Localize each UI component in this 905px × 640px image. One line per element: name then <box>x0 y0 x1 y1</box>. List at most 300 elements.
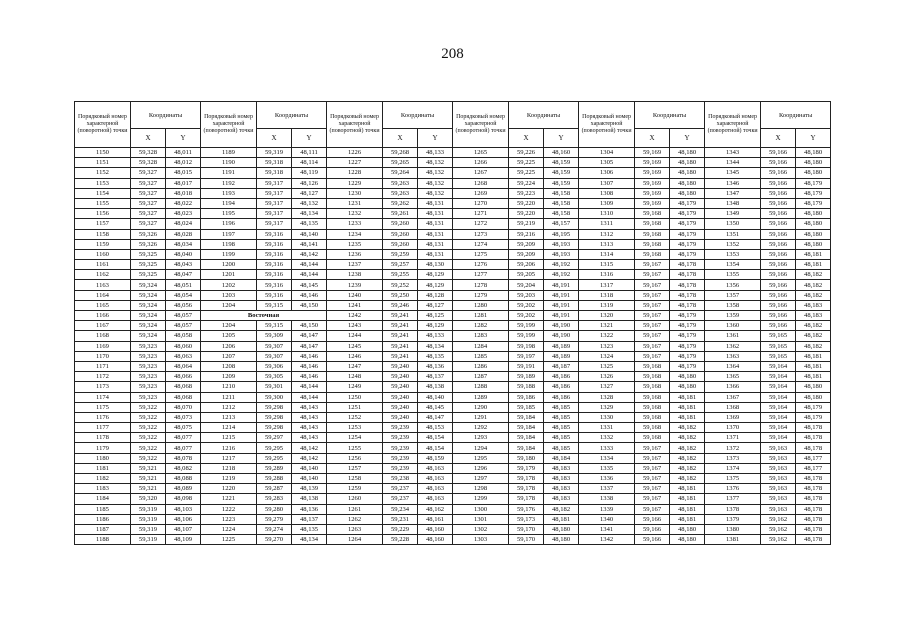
x-cell: 59,168 <box>635 423 670 433</box>
x-cell: 59,169 <box>635 158 670 168</box>
x-cell: 59,164 <box>761 372 796 382</box>
point-number-cell: 1159 <box>75 239 131 249</box>
x-cell: 59,327 <box>131 178 166 188</box>
y-cell: 48,089 <box>166 484 201 494</box>
point-number-cell: 1213 <box>201 412 257 422</box>
point-number-cell: 1182 <box>75 474 131 484</box>
x-cell: 59,197 <box>509 351 544 361</box>
x-cell: 59,169 <box>635 178 670 188</box>
y-cell: 48,182 <box>796 331 831 341</box>
y-cell: 48,195 <box>544 229 579 239</box>
point-number-cell: 1220 <box>201 484 257 494</box>
x-cell: 59,168 <box>635 219 670 229</box>
y-cell: 48,142 <box>292 443 327 453</box>
point-number-cell: 1362 <box>705 341 761 351</box>
table-row <box>75 474 831 484</box>
y-cell: 48,023 <box>166 209 201 219</box>
x-cell: 59,166 <box>761 148 796 158</box>
header-x: X <box>131 129 166 148</box>
x-cell: 59,298 <box>257 402 292 412</box>
y-cell: 48,103 <box>166 504 201 514</box>
table-row <box>75 382 831 392</box>
table-row <box>75 239 831 249</box>
header-coordinates: Координаты <box>761 102 831 129</box>
x-cell: 59,325 <box>131 260 166 270</box>
point-number-cell: 1260 <box>327 494 383 504</box>
table-row <box>75 178 831 188</box>
x-cell: 59,202 <box>509 311 544 321</box>
x-cell: 59,169 <box>635 148 670 158</box>
x-cell: 59,324 <box>131 311 166 321</box>
x-cell: 59,319 <box>131 504 166 514</box>
y-cell: 48,133 <box>418 148 453 158</box>
table-row <box>75 290 831 300</box>
x-cell: 59,164 <box>761 433 796 443</box>
x-cell: 59,322 <box>131 443 166 453</box>
table-row <box>75 535 831 545</box>
point-number-cell: 1367 <box>705 392 761 402</box>
y-cell: 48,107 <box>166 524 201 534</box>
x-cell: 59,166 <box>761 321 796 331</box>
y-cell: 48,179 <box>670 341 705 351</box>
point-number-cell: 1279 <box>453 290 509 300</box>
y-cell: 48,182 <box>544 504 579 514</box>
x-cell: 59,184 <box>509 443 544 453</box>
x-cell: 59,163 <box>761 484 796 494</box>
x-cell: 59,274 <box>257 524 292 534</box>
x-cell: 59,167 <box>635 260 670 270</box>
point-number-cell: 1217 <box>201 453 257 463</box>
x-cell: 59,321 <box>131 484 166 494</box>
y-cell: 48,184 <box>544 453 579 463</box>
x-cell: 59,168 <box>635 239 670 249</box>
x-cell: 59,316 <box>257 260 292 270</box>
table-row <box>75 188 831 198</box>
point-number-cell: 1267 <box>453 168 509 178</box>
point-number-cell: 1369 <box>705 412 761 422</box>
point-number-cell: 1208 <box>201 361 257 371</box>
y-cell: 48,137 <box>292 514 327 524</box>
point-number-cell: 1167 <box>75 321 131 331</box>
table-row <box>75 209 831 219</box>
point-number-cell: 1178 <box>75 433 131 443</box>
header-point-number: Порядковый номер характерной (поворотной) точки <box>201 102 257 148</box>
y-cell: 48,128 <box>418 290 453 300</box>
point-number-cell: 1322 <box>579 331 635 341</box>
x-cell: 59,317 <box>257 178 292 188</box>
y-cell: 48,180 <box>544 524 579 534</box>
y-cell: 48,178 <box>670 280 705 290</box>
y-cell: 48,181 <box>670 402 705 412</box>
x-cell: 59,167 <box>635 453 670 463</box>
point-number-cell: 1318 <box>579 290 635 300</box>
y-cell: 48,180 <box>670 372 705 382</box>
point-number-cell: 1240 <box>327 290 383 300</box>
x-cell: 59,219 <box>509 219 544 229</box>
x-cell: 59,178 <box>509 494 544 504</box>
point-number-cell: 1381 <box>705 535 761 545</box>
y-cell: 48,191 <box>544 311 579 321</box>
x-cell: 59,229 <box>383 524 418 534</box>
y-cell: 48,180 <box>670 188 705 198</box>
y-cell: 48,017 <box>166 178 201 188</box>
x-cell: 59,315 <box>257 300 292 310</box>
point-number-cell: 1339 <box>579 504 635 514</box>
x-cell: 59,305 <box>257 372 292 382</box>
x-cell: 59,225 <box>509 168 544 178</box>
y-cell: 48,034 <box>166 239 201 249</box>
point-number-cell: 1242 <box>327 311 383 321</box>
y-cell: 48,181 <box>670 504 705 514</box>
y-cell: 48,130 <box>418 260 453 270</box>
y-cell: 48,024 <box>166 219 201 229</box>
point-number-cell: 1370 <box>705 423 761 433</box>
x-cell: 59,239 <box>383 423 418 433</box>
y-cell: 48,182 <box>796 290 831 300</box>
x-cell: 59,263 <box>383 188 418 198</box>
y-cell: 48,178 <box>796 484 831 494</box>
point-number-cell: 1310 <box>579 209 635 219</box>
x-cell: 59,166 <box>635 514 670 524</box>
x-cell: 59,168 <box>635 412 670 422</box>
y-cell: 48,077 <box>166 433 201 443</box>
y-cell: 48,180 <box>670 535 705 545</box>
x-cell: 59,199 <box>509 331 544 341</box>
point-number-cell: 1270 <box>453 198 509 208</box>
x-cell: 59,167 <box>635 463 670 473</box>
y-cell: 48,181 <box>670 514 705 524</box>
point-number-cell: 1324 <box>579 351 635 361</box>
x-cell: 59,162 <box>761 524 796 534</box>
x-cell: 59,170 <box>509 524 544 534</box>
x-cell: 59,324 <box>131 321 166 331</box>
y-cell: 48,182 <box>670 433 705 443</box>
x-cell: 59,167 <box>635 300 670 310</box>
point-number-cell: 1176 <box>75 412 131 422</box>
y-cell: 48,190 <box>544 321 579 331</box>
x-cell: 59,226 <box>509 148 544 158</box>
point-number-cell: 1231 <box>327 198 383 208</box>
x-cell: 59,324 <box>131 280 166 290</box>
point-number-cell: 1271 <box>453 209 509 219</box>
x-cell: 59,166 <box>761 260 796 270</box>
point-number-cell: 1312 <box>579 229 635 239</box>
header-x: X <box>635 129 670 148</box>
point-number-cell: 1329 <box>579 402 635 412</box>
point-number-cell: 1373 <box>705 453 761 463</box>
x-cell: 59,199 <box>509 321 544 331</box>
point-number-cell: 1301 <box>453 514 509 524</box>
x-cell: 59,307 <box>257 351 292 361</box>
x-cell: 59,260 <box>383 239 418 249</box>
y-cell: 48,179 <box>670 239 705 249</box>
x-cell: 59,241 <box>383 351 418 361</box>
y-cell: 48,056 <box>166 300 201 310</box>
x-cell: 59,167 <box>635 474 670 484</box>
point-number-cell: 1358 <box>705 300 761 310</box>
x-cell: 59,325 <box>131 249 166 259</box>
y-cell: 48,022 <box>166 198 201 208</box>
y-cell: 48,181 <box>670 484 705 494</box>
point-number-cell: 1163 <box>75 280 131 290</box>
y-cell: 48,178 <box>670 260 705 270</box>
x-cell: 59,323 <box>131 361 166 371</box>
y-cell: 48,179 <box>670 361 705 371</box>
point-number-cell: 1252 <box>327 412 383 422</box>
point-number-cell: 1235 <box>327 239 383 249</box>
point-number-cell: 1189 <box>201 148 257 158</box>
x-cell: 59,239 <box>383 433 418 443</box>
point-number-cell: 1168 <box>75 331 131 341</box>
y-cell: 48,134 <box>292 535 327 545</box>
point-number-cell: 1218 <box>201 463 257 473</box>
header-point-number: Порядковый номер характерной (поворотной) точки <box>75 102 131 148</box>
point-number-cell: 1314 <box>579 249 635 259</box>
x-cell: 59,166 <box>635 524 670 534</box>
point-number-cell: 1192 <box>201 178 257 188</box>
x-cell: 59,317 <box>257 209 292 219</box>
y-cell: 48,132 <box>418 158 453 168</box>
table-row <box>75 392 831 402</box>
x-cell: 59,173 <box>509 514 544 524</box>
x-cell: 59,283 <box>257 494 292 504</box>
x-cell: 59,168 <box>635 249 670 259</box>
x-cell: 59,166 <box>761 209 796 219</box>
point-number-cell: 1266 <box>453 158 509 168</box>
point-number-cell: 1291 <box>453 412 509 422</box>
x-cell: 59,166 <box>761 229 796 239</box>
x-cell: 59,287 <box>257 484 292 494</box>
x-cell: 59,169 <box>635 188 670 198</box>
y-cell: 48,183 <box>544 463 579 473</box>
x-cell: 59,167 <box>635 321 670 331</box>
y-cell: 48,147 <box>292 331 327 341</box>
y-cell: 48,179 <box>670 229 705 239</box>
point-number-cell: 1259 <box>327 484 383 494</box>
point-number-cell: 1263 <box>327 524 383 534</box>
x-cell: 59,163 <box>761 504 796 514</box>
y-cell: 48,131 <box>418 239 453 249</box>
table-row <box>75 412 831 422</box>
point-number-cell: 1313 <box>579 239 635 249</box>
y-cell: 48,132 <box>418 188 453 198</box>
header-y: Y <box>544 129 579 148</box>
y-cell: 48,131 <box>418 229 453 239</box>
y-cell: 48,147 <box>292 341 327 351</box>
point-number-cell: 1230 <box>327 188 383 198</box>
x-cell: 59,322 <box>131 433 166 443</box>
point-number-cell: 1216 <box>201 443 257 453</box>
point-number-cell: 1150 <box>75 148 131 158</box>
table-row <box>75 270 831 280</box>
x-cell: 59,202 <box>509 300 544 310</box>
point-number-cell: 1194 <box>201 198 257 208</box>
y-cell: 48,178 <box>796 524 831 534</box>
point-number-cell: 1305 <box>579 158 635 168</box>
point-number-cell: 1350 <box>705 219 761 229</box>
x-cell: 59,327 <box>131 209 166 219</box>
point-number-cell: 1377 <box>705 494 761 504</box>
point-number-cell: 1280 <box>453 300 509 310</box>
point-number-cell: 1275 <box>453 249 509 259</box>
point-number-cell: 1296 <box>453 463 509 473</box>
y-cell: 48,119 <box>292 168 327 178</box>
point-number-cell: 1172 <box>75 372 131 382</box>
y-cell: 48,182 <box>670 463 705 473</box>
table-row <box>75 484 831 494</box>
point-number-cell: 1316 <box>579 270 635 280</box>
x-cell: 59,250 <box>383 290 418 300</box>
header-x: X <box>761 129 796 148</box>
x-cell: 59,185 <box>509 402 544 412</box>
x-cell: 59,307 <box>257 341 292 351</box>
table-row <box>75 260 831 270</box>
point-number-cell: 1321 <box>579 321 635 331</box>
y-cell: 48,142 <box>292 453 327 463</box>
point-number-cell: 1207 <box>201 351 257 361</box>
point-number-cell: 1356 <box>705 280 761 290</box>
y-cell: 48,186 <box>544 372 579 382</box>
x-cell: 59,165 <box>761 341 796 351</box>
y-cell: 48,159 <box>544 158 579 168</box>
x-cell: 59,167 <box>635 443 670 453</box>
point-number-cell: 1154 <box>75 188 131 198</box>
x-cell: 59,295 <box>257 443 292 453</box>
header-point-number: Порядковый номер характерной (поворотной) точки <box>453 102 509 148</box>
point-number-cell: 1185 <box>75 504 131 514</box>
table-row <box>75 229 831 239</box>
point-number-cell: 1307 <box>579 178 635 188</box>
y-cell: 48,180 <box>670 382 705 392</box>
y-cell: 48,135 <box>292 524 327 534</box>
point-number-cell: 1300 <box>453 504 509 514</box>
point-number-cell: 1354 <box>705 260 761 270</box>
point-number-cell: 1351 <box>705 229 761 239</box>
x-cell: 59,259 <box>383 249 418 259</box>
y-cell: 48,051 <box>166 280 201 290</box>
point-number-cell: 1158 <box>75 229 131 239</box>
point-number-cell: 1250 <box>327 392 383 402</box>
point-number-cell: 1268 <box>453 178 509 188</box>
point-number-cell: 1302 <box>453 524 509 534</box>
point-number-cell: 1327 <box>579 382 635 392</box>
y-cell: 48,162 <box>418 504 453 514</box>
header-point-number: Порядковый номер характерной (поворотной) точки <box>327 102 383 148</box>
point-number-cell: 1338 <box>579 494 635 504</box>
x-cell: 59,239 <box>383 443 418 453</box>
point-number-cell: 1251 <box>327 402 383 412</box>
point-number-cell: 1285 <box>453 351 509 361</box>
point-number-cell: 1328 <box>579 392 635 402</box>
x-cell: 59,176 <box>509 504 544 514</box>
x-cell: 59,323 <box>131 341 166 351</box>
y-cell: 48,180 <box>670 524 705 534</box>
y-cell: 48,179 <box>670 249 705 259</box>
x-cell: 59,241 <box>383 331 418 341</box>
y-cell: 48,181 <box>796 361 831 371</box>
table-body <box>75 148 831 545</box>
y-cell: 48,182 <box>670 474 705 484</box>
x-cell: 59,188 <box>509 382 544 392</box>
y-cell: 48,150 <box>292 300 327 310</box>
point-number-cell: 1201 <box>201 270 257 280</box>
point-number-cell: 1181 <box>75 463 131 473</box>
point-number-cell: 1277 <box>453 270 509 280</box>
table-row <box>75 311 831 321</box>
point-number-cell: 1363 <box>705 351 761 361</box>
point-number-cell: 1255 <box>327 443 383 453</box>
y-cell: 48,133 <box>418 331 453 341</box>
y-cell: 48,178 <box>670 300 705 310</box>
point-number-cell: 1223 <box>201 514 257 524</box>
point-number-cell: 1380 <box>705 524 761 534</box>
y-cell: 48,181 <box>796 260 831 270</box>
point-number-cell: 1215 <box>201 433 257 443</box>
y-cell: 48,070 <box>166 402 201 412</box>
x-cell: 59,167 <box>635 494 670 504</box>
point-number-cell: 1188 <box>75 535 131 545</box>
point-number-cell: 1171 <box>75 361 131 371</box>
header-coordinates: Координаты <box>635 102 705 129</box>
x-cell: 59,317 <box>257 188 292 198</box>
y-cell: 48,158 <box>544 198 579 208</box>
x-cell: 59,163 <box>761 463 796 473</box>
y-cell: 48,180 <box>796 392 831 402</box>
y-cell: 48,138 <box>418 382 453 392</box>
point-number-cell: 1244 <box>327 331 383 341</box>
y-cell: 48,137 <box>418 372 453 382</box>
point-number-cell: 1317 <box>579 280 635 290</box>
x-cell: 59,224 <box>509 178 544 188</box>
header-coordinates: Координаты <box>131 102 201 129</box>
point-number-cell: 1156 <box>75 209 131 219</box>
x-cell: 59,166 <box>761 219 796 229</box>
x-cell: 59,167 <box>635 311 670 321</box>
point-number-cell: 1256 <box>327 453 383 463</box>
point-number-cell: 1161 <box>75 260 131 270</box>
point-number-cell: 1334 <box>579 453 635 463</box>
y-cell: 48,182 <box>796 270 831 280</box>
x-cell: 59,191 <box>509 361 544 371</box>
y-cell: 48,135 <box>418 351 453 361</box>
x-cell: 59,298 <box>257 423 292 433</box>
y-cell: 48,190 <box>544 331 579 341</box>
y-cell: 48,060 <box>166 341 201 351</box>
point-number-cell: 1352 <box>705 239 761 249</box>
header-x: X <box>257 129 292 148</box>
y-cell: 48,012 <box>166 158 201 168</box>
y-cell: 48,159 <box>418 453 453 463</box>
y-cell: 48,180 <box>796 219 831 229</box>
point-number-cell: 1177 <box>75 423 131 433</box>
y-cell: 48,154 <box>418 443 453 453</box>
x-cell: 59,289 <box>257 463 292 473</box>
y-cell: 48,179 <box>796 412 831 422</box>
header-y: Y <box>796 129 831 148</box>
table-row <box>75 158 831 168</box>
section-title: Восточная <box>201 311 327 321</box>
table-row <box>75 300 831 310</box>
x-cell: 59,321 <box>131 474 166 484</box>
x-cell: 59,257 <box>383 260 418 270</box>
x-cell: 59,162 <box>761 514 796 524</box>
y-cell: 48,180 <box>796 158 831 168</box>
y-cell: 48,126 <box>292 178 327 188</box>
table-row <box>75 341 831 351</box>
x-cell: 59,167 <box>635 351 670 361</box>
header-row <box>75 102 831 129</box>
x-cell: 59,205 <box>509 270 544 280</box>
